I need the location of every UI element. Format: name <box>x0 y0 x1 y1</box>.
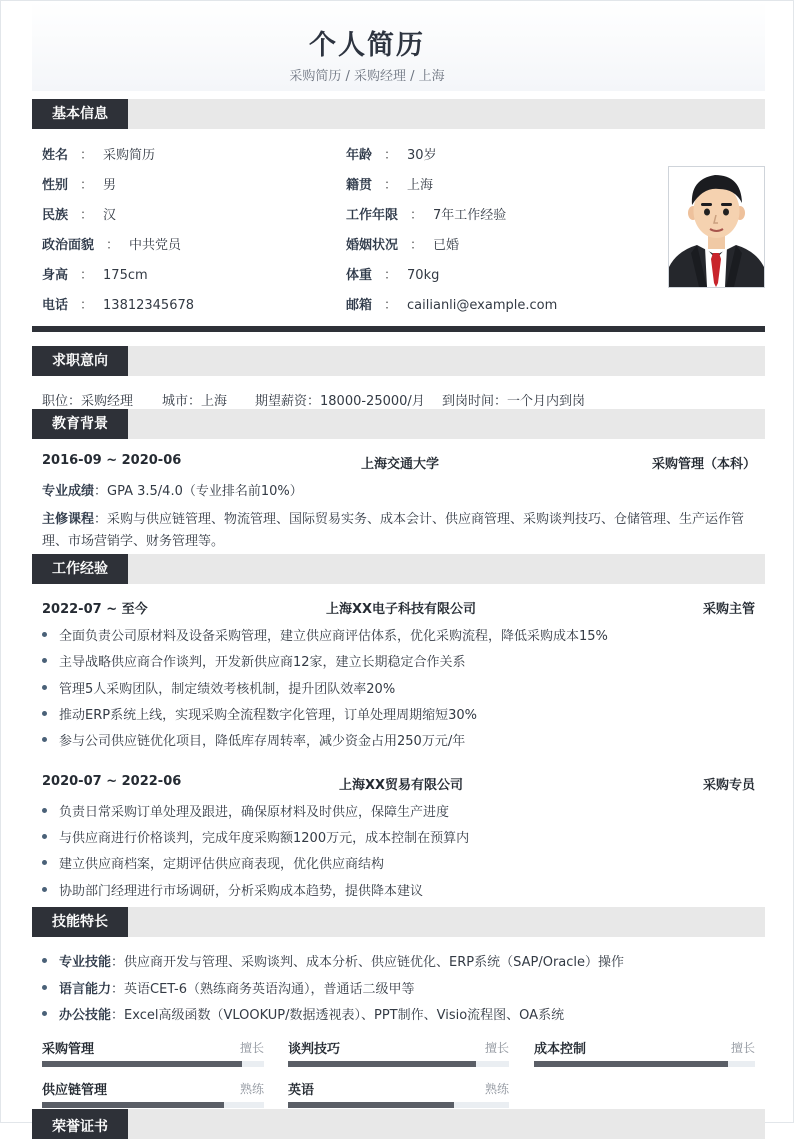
education-courses-cont: 理、市场营销学、财务管理等。 <box>42 534 225 549</box>
skill-bar-name: 供应链管理 <box>42 1083 108 1098</box>
section-title: 工作经验 <box>32 554 128 584</box>
section-divider <box>32 326 765 332</box>
political-row: 政治面貌 ： 中共党员 <box>42 238 182 253</box>
skill-bar-track <box>534 1061 755 1067</box>
weight-row: 体重 ： 70kg <box>346 268 440 283</box>
name-row: 姓名 ： 采购简历 <box>42 148 156 163</box>
job-company: 上海XX电子科技有限公司 <box>326 602 477 617</box>
skill-bar-track <box>42 1061 264 1067</box>
skill-bar-track <box>288 1061 509 1067</box>
section-title: 基本信息 <box>32 99 128 129</box>
height-label: 身高 <box>42 268 69 283</box>
gender-label: 性别 <box>42 178 69 193</box>
phone-row: 电话 ： 13812345678 <box>42 298 195 313</box>
origin-label: 籍贯 <box>346 178 373 193</box>
avatar <box>668 166 765 288</box>
education-date: 2016-09 ~ 2020-06 <box>42 453 182 468</box>
phone-value: 13812345678 <box>103 298 195 313</box>
weight-label: 体重 <box>346 268 373 283</box>
education-courses <box>42 508 744 527</box>
email-value: cailianli@example.com <box>407 298 558 313</box>
education-major: 采购管理（本科） <box>652 457 757 472</box>
years-value: 7年工作经验 <box>433 208 507 223</box>
page-title: 个人简历 <box>309 30 425 61</box>
age-row: 年龄 ： 30岁 <box>346 148 437 163</box>
weight-value: 70kg <box>407 268 440 283</box>
skill-line: 语言能力：英语CET-6（熟练商务英语沟通），普通话二级甲等 <box>42 978 415 997</box>
section-title: 求职意向 <box>32 346 128 376</box>
marital-label: 婚姻状况 <box>346 238 399 253</box>
height-row: 身高 ： 175cm <box>42 268 148 283</box>
name-value: 采购简历 <box>103 148 156 163</box>
section-title: 荣誉证书 <box>32 1109 128 1139</box>
section-skills <box>32 907 765 937</box>
job-duty-item: 参与公司供应链优化项目，降低库存周转率，减少资金占用250万元/年 <box>42 730 465 749</box>
job-role: 采购专员 <box>703 778 756 793</box>
section-honors <box>32 1109 765 1139</box>
job-duty-item: 建立供应商档案，定期评估供应商表现，优化供应商结构 <box>42 853 384 872</box>
skill-line: 专业技能：供应商开发与管理、采购谈判、成本分析、供应链优化、ERP系统（SAP/Oracle）操作 <box>42 951 624 970</box>
job-duty-item: 负责日常采购订单处理及跟进，确保原材料及时供应，保障生产进度 <box>42 801 449 820</box>
intent-salary: 期望薪资：18000-25000/月 <box>255 394 425 409</box>
gender-value: 男 <box>103 178 117 193</box>
section-education <box>32 409 765 439</box>
name-label: 姓名 <box>42 148 69 163</box>
intent-city: 城市：上海 <box>162 394 228 409</box>
section-work <box>32 554 765 584</box>
skill-bar-track <box>42 1102 264 1108</box>
skill-bar-level: 擅长 <box>484 1041 509 1055</box>
skill-line: 办公技能：Excel高级函数（VLOOKUP/数据透视表）、PPT制作、Visio流程图、OA系统 <box>42 1004 564 1023</box>
origin-value: 上海 <box>407 178 434 193</box>
job-date: 2022-07 ~ 至今 <box>42 602 148 617</box>
skill-bar-fill <box>42 1061 242 1067</box>
skill-bar-level: 熟练 <box>484 1082 509 1096</box>
intent-position: 职位：采购经理 <box>42 394 134 409</box>
skill-bar-name: 英语 <box>288 1083 315 1098</box>
job-role: 采购主管 <box>703 602 756 617</box>
age-value: 30岁 <box>407 148 437 163</box>
phone-label: 电话 <box>42 298 69 313</box>
skill-bar-fill <box>42 1102 224 1108</box>
political-value: 中共党员 <box>129 238 182 253</box>
height-value: 175cm <box>103 268 148 283</box>
email-label: 邮箱 <box>346 298 373 313</box>
skill-bar-fill <box>534 1061 728 1067</box>
grade-value: ：GPA 3.5/4.0（专业排名前10%） <box>94 484 303 499</box>
grade-label: 专业成绩 <box>42 484 95 499</box>
ethnicity-label: 民族 <box>42 208 69 223</box>
education-school: 上海交通大学 <box>361 457 440 472</box>
section-title: 教育背景 <box>32 409 128 439</box>
skill-bar-name: 成本控制 <box>534 1042 587 1057</box>
skill-bar-fill <box>288 1061 476 1067</box>
job-duty-item: 管理5人采购团队，制定绩效考核机制，提升团队效率20% <box>42 678 395 697</box>
job-duty-item: 全面负责公司原材料及设备采购管理，建立供应商评估体系，优化采购流程，降低采购成本15% <box>42 625 608 644</box>
ethnicity-row: 民族 ： 汉 <box>42 208 117 223</box>
job-date: 2020-07 ~ 2022-06 <box>42 774 182 789</box>
job-duty-item: 协助部门经理进行市场调研，分析采购成本趋势，提供降本建议 <box>42 880 423 899</box>
courses-value: ：采购与供应链管理、物流管理、国际贸易实务、成本会计、供应商管理、采购谈判技巧、仓储管理、生产运作管 <box>94 512 745 527</box>
section-title: 技能特长 <box>32 907 128 937</box>
origin-row: 籍贯 ： 上海 <box>346 178 434 193</box>
intent-arrival: 到岗时间：一个月内到岗 <box>442 394 586 409</box>
years-label: 工作年限 <box>346 208 399 223</box>
skill-bar-level: 擅长 <box>730 1041 755 1055</box>
skill-bar-fill <box>288 1102 454 1108</box>
age-label: 年龄 <box>346 148 373 163</box>
skill-bar-track <box>288 1102 509 1108</box>
email-row: 邮箱 ： cailianli@example.com <box>346 298 558 313</box>
job-duty-item: 主导战略供应商合作谈判，开发新供应商12家，建立长期稳定合作关系 <box>42 651 466 670</box>
section-basic-info <box>32 99 765 129</box>
skill-bar-level: 擅长 <box>239 1041 264 1055</box>
ethnicity-value: 汉 <box>103 208 117 223</box>
skill-bar-level: 熟练 <box>239 1082 264 1096</box>
education-grade <box>42 480 303 499</box>
years-row: 工作年限 ： 7年工作经验 <box>346 208 507 223</box>
courses-label: 主修课程 <box>42 512 95 527</box>
marital-value: 已婚 <box>433 238 460 253</box>
section-job-intent <box>32 346 765 376</box>
gender-row: 性别 ： 男 <box>42 178 117 193</box>
avatar-illustration <box>669 167 764 287</box>
marital-row: 婚姻状况 ： 已婚 <box>346 238 460 253</box>
skill-bar-name: 谈判技巧 <box>288 1042 341 1057</box>
page-subtitle: 采购简历 / 采购经理 / 上海 <box>289 69 445 84</box>
political-label: 政治面貌 <box>42 238 95 253</box>
job-company: 上海XX贸易有限公司 <box>339 778 464 793</box>
job-duty-item: 推动ERP系统上线，实现采购全流程数字化管理，订单处理周期缩短30% <box>42 704 477 723</box>
skill-bar-name: 采购管理 <box>42 1042 95 1057</box>
job-duty-item: 与供应商进行价格谈判，完成年度采购额1200万元，成本控制在预算内 <box>42 827 469 846</box>
